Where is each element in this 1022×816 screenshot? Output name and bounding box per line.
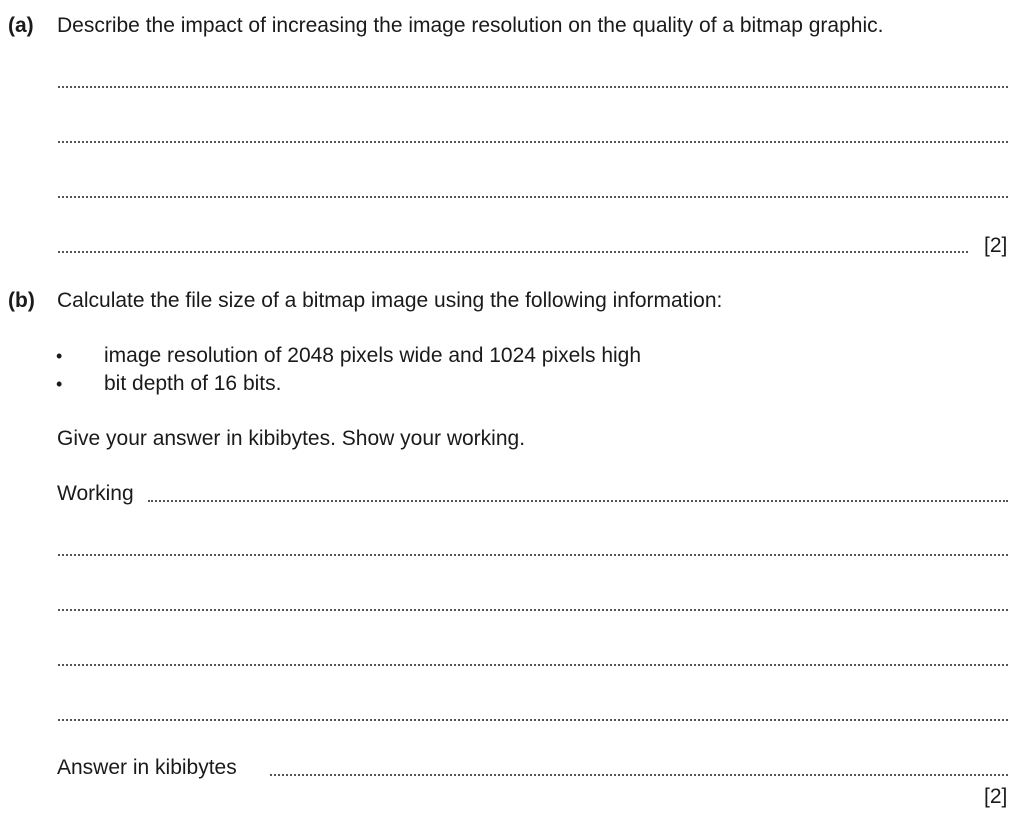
working-line-2[interactable] <box>58 554 1008 556</box>
bullet-item-resolution: image resolution of 2048 pixels wide and 1024 pixels high <box>104 344 642 367</box>
answer-line-a-4[interactable] <box>58 251 968 253</box>
answer-line-a-2[interactable] <box>58 141 1008 143</box>
part-b-label: (b) <box>8 289 35 312</box>
part-a-marks: [2] <box>984 234 1008 257</box>
working-line-5[interactable] <box>58 719 1008 721</box>
answer-label: Answer in kibibytes <box>57 756 237 779</box>
working-label: Working <box>57 482 134 505</box>
part-a-question: Describe the impact of increasing the image resolution on the quality of a bitmap graphic. <box>57 14 884 37</box>
working-line-4[interactable] <box>58 664 1008 666</box>
part-b-instruction: Give your answer in kibibytes. Show your working. <box>57 427 526 450</box>
part-b-marks: [2] <box>984 785 1008 808</box>
bullet-icon: • <box>56 374 63 394</box>
working-line-1[interactable] <box>148 500 1008 502</box>
working-line-3[interactable] <box>58 609 1008 611</box>
answer-line-a-1[interactable] <box>58 86 1008 88</box>
bullet-icon: • <box>56 346 63 366</box>
part-b-question: Calculate the file size of a bitmap image using the following information: <box>57 289 723 312</box>
part-a-label: (a) <box>8 14 34 37</box>
answer-line-a-3[interactable] <box>58 196 1008 198</box>
bullet-item-bit-depth: bit depth of 16 bits. <box>104 372 282 395</box>
answer-line-b[interactable] <box>270 774 1008 776</box>
